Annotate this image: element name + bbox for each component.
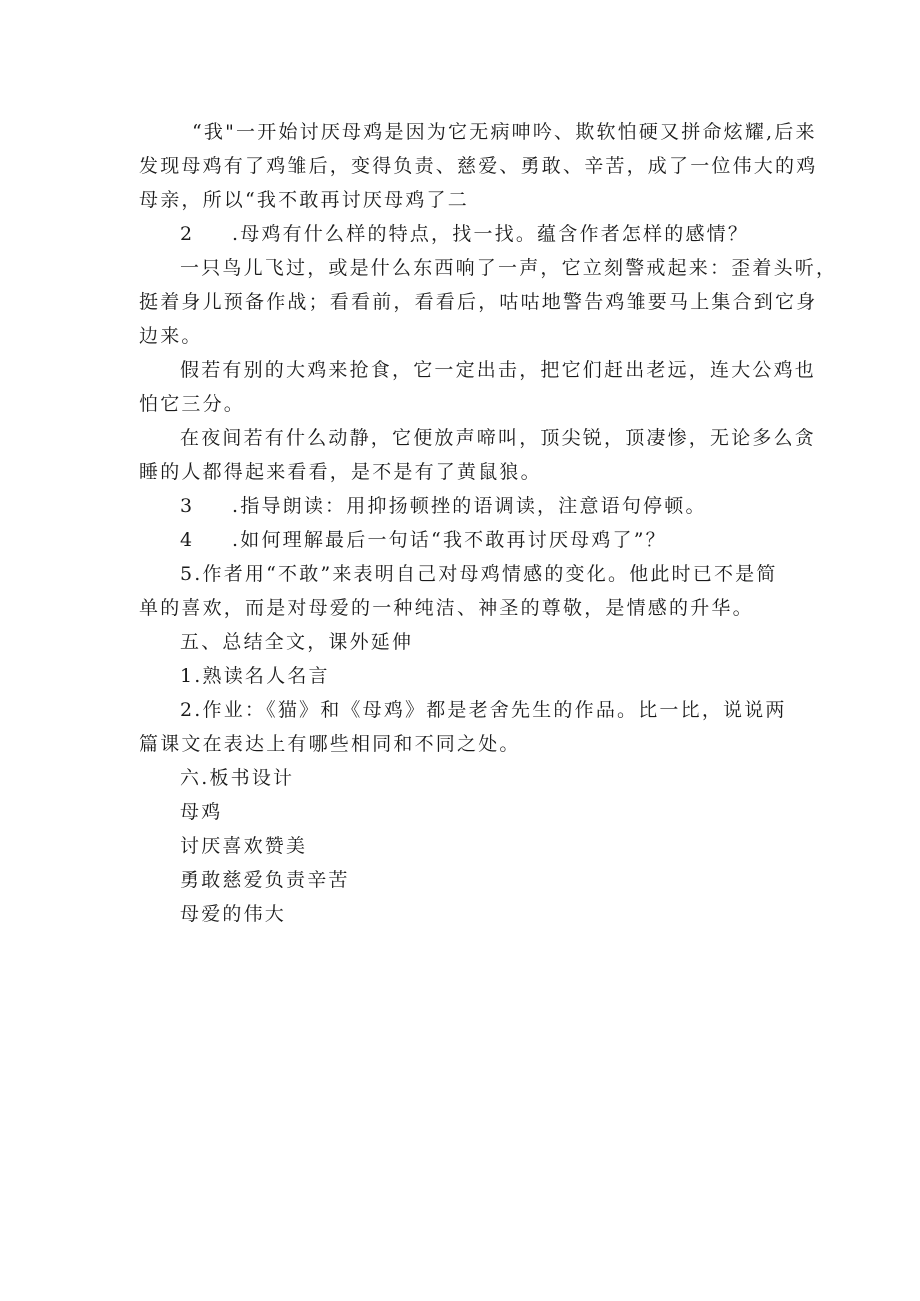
item-text: .指导朗读：用抑扬顿挫的语调读，注意语句停顿。 [232, 495, 707, 517]
text-line: 5.作者用“不敢”来表明自己对母鸡情感的变化。他此时已不是简 [180, 563, 778, 585]
text-line: 边来。 [139, 325, 203, 347]
text-line: 1.熟读名人名言 [180, 665, 330, 687]
text-line: 篇课文在表达上有哪些相同和不同之处。 [139, 733, 521, 755]
text-line: 发现母鸡有了鸡雏后，变得负责、慈爱、勇敢、辛苦，成了一位伟大的鸡 [139, 155, 818, 177]
board-line: 讨厌喜欢赞美 [180, 835, 308, 857]
board-line: 母鸡 [180, 801, 223, 823]
text-line: 母亲，所以“我不敢再讨厌母鸡了二 [139, 189, 469, 211]
item-text: .母鸡有什么样的特点，找一找。蕴含作者怎样的感情？ [232, 223, 750, 245]
text-line: “我"一开始讨厌母鸡是因为它无病呻吟、欺软怕硬又拼命炫耀,后来 [192, 121, 817, 143]
numbered-instruction [180, 494, 707, 518]
numbered-question [180, 222, 749, 246]
text-line: 在夜间若有什么动静，它便放声啼叫，顶尖锐，顶凄惨，无论多么贪 [180, 427, 817, 449]
text-line: 单的喜欢，而是对母爱的一种纯洁、神圣的尊敬，是情感的升华。 [139, 597, 754, 619]
text-line: 睡的人都得起来看看，是不是有了黄鼠狼。 [139, 461, 542, 483]
numbered-question [180, 528, 667, 552]
item-number: 4 [180, 529, 195, 551]
item-text: .如何理解最后一句话“我不敢再讨厌母鸡了”？ [232, 529, 667, 551]
board-line: 母爱的伟大 [180, 903, 287, 925]
board-line: 勇敢慈爱负责辛苦 [180, 869, 350, 891]
item-number: 2 [180, 223, 195, 245]
item-number: 3 [180, 495, 195, 517]
text-line: 2.作业：《猫》和《母鸡》都是老舍先生的作品。比一比，说说两 [180, 699, 787, 721]
section-heading: 六.板书设计 [180, 767, 295, 789]
text-line: 一只鸟儿飞过，或是什么东西响了一声，它立刻警戒起来：歪着头听， [180, 257, 838, 279]
section-heading: 五、总结全文，课外延伸 [180, 631, 414, 653]
text-line: 挺着身儿预备作战；看看前，看看后，咕咕地警告鸡雏要马上集合到它身 [139, 291, 818, 313]
text-line: 怕它三分。 [139, 393, 246, 415]
text-line: 假若有别的大鸡来抢食，它一定出击，把它们赶出老远，连大公鸡也 [180, 359, 817, 381]
